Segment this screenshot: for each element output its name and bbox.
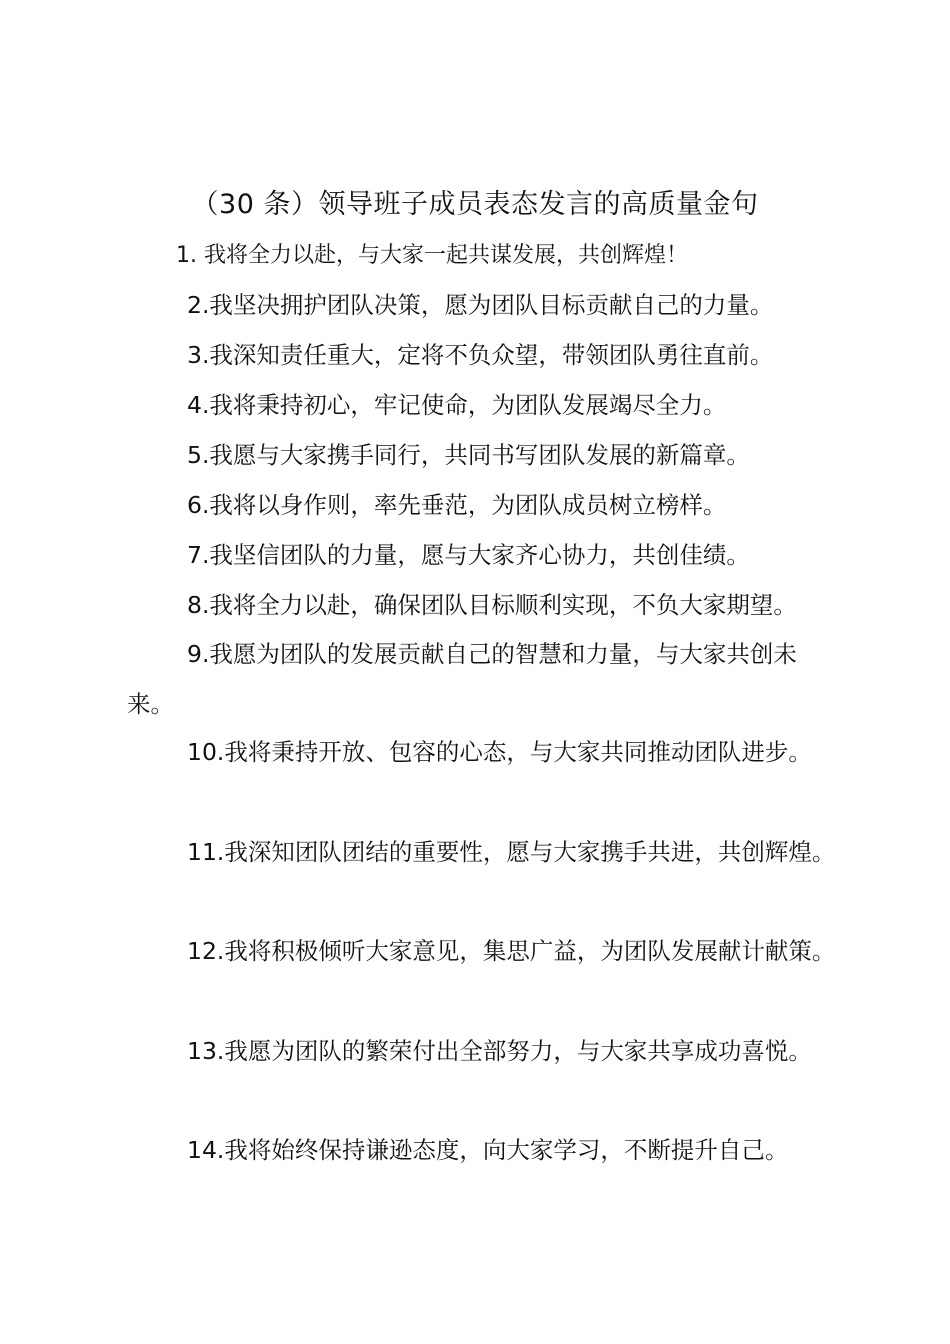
list-item-5: 5.我愿与大家携手同行，共同书写团队发展的新篇章。	[187, 441, 750, 469]
list-item-11: 11.我深知团队团结的重要性，愿与大家携手共进，共创辉煌。	[187, 838, 836, 866]
list-item-13: 13.我愿为团队的繁荣付出全部努力，与大家共享成功喜悦。	[187, 1037, 812, 1065]
list-item-7: 7.我坚信团队的力量，愿与大家齐心协力，共创佳绩。	[187, 541, 750, 569]
list-item-6: 6.我将以身作则，率先垂范，为团队成员树立榜样。	[187, 491, 727, 519]
list-item-9: 9.我愿为团队的发展贡献自己的智慧和力量，与大家共创未来。	[127, 640, 797, 718]
list-item-8: 8.我将全力以赴，确保团队目标顺利实现，不负大家期望。	[187, 591, 797, 619]
list-item-14: 14.我将始终保持谦逊态度，向大家学习，不断提升自己。	[187, 1136, 789, 1164]
list-item-2: 2.我坚决拥护团队决策，愿为团队目标贡献自己的力量。	[187, 291, 774, 319]
list-item-12: 12.我将积极倾听大家意见，集思广益，为团队发展献计献策。	[187, 937, 836, 965]
document-title: （30 条）领导班子成员表态发言的高质量金句	[191, 189, 759, 220]
list-item-1: 1. 我将全力以赴，与大家一起共谋发展，共创辉煌！	[176, 243, 688, 268]
list-item-3: 3.我深知责任重大，定将不负众望，带领团队勇往直前。	[187, 341, 774, 369]
list-item-10: 10.我将秉持开放、包容的心态，与大家共同推动团队进步。	[187, 738, 812, 766]
list-item-4: 4.我将秉持初心，牢记使命，为团队发展竭尽全力。	[187, 391, 727, 419]
